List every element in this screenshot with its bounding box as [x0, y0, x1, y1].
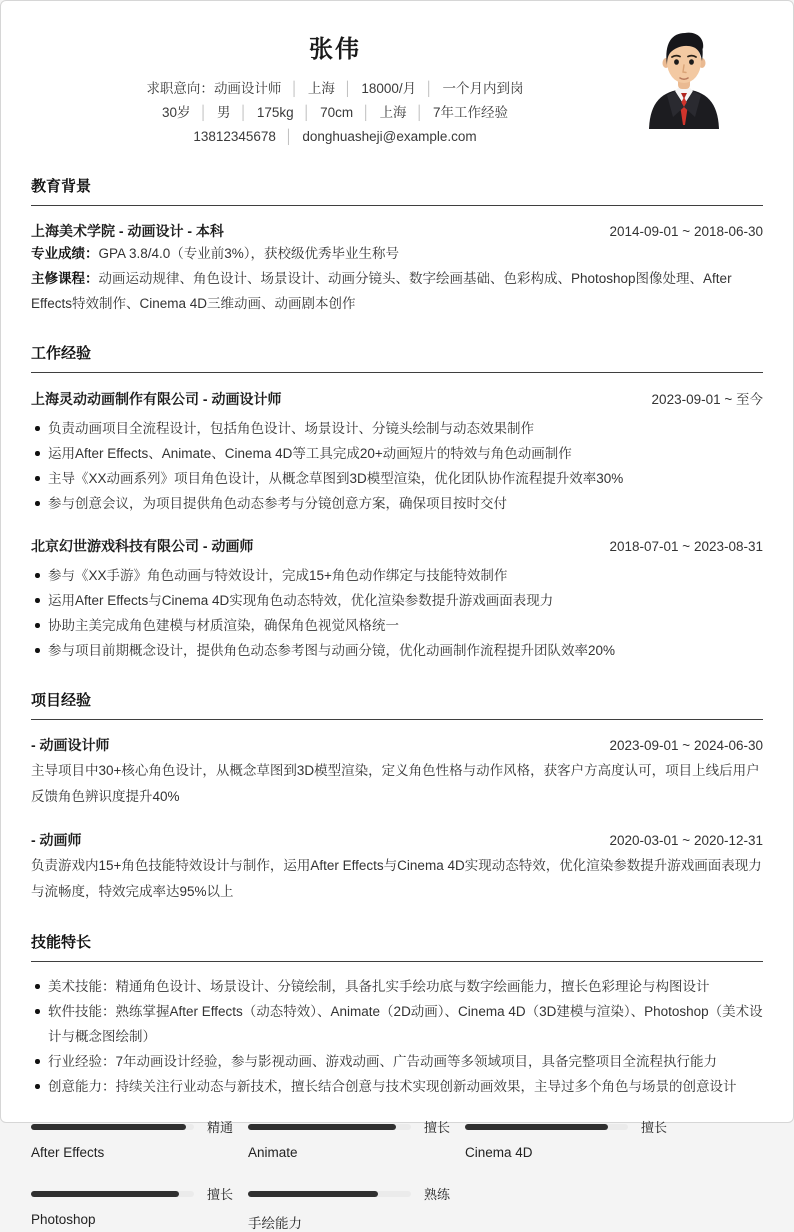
age: 30岁: [161, 105, 191, 120]
skill-bar-track: [465, 1124, 628, 1130]
education-date-range: 2014-09-01 ~ 2018-06-30: [609, 224, 763, 239]
skill-name: Cinema 4D: [465, 1145, 533, 1160]
objective-label: 求职意向：: [146, 81, 214, 96]
company-role: 北京幻世游戏科技有限公司 - 动画师: [31, 538, 254, 554]
divider: │: [302, 105, 312, 120]
bullet-item: 协助主美完成角色建模与材质渲染，确保角色视觉风格统一: [31, 613, 763, 638]
skill-bar-fill: [31, 1191, 179, 1197]
project-date-range: 2023-09-01 ~ 2024-06-30: [609, 738, 763, 753]
gpa-text: GPA 3.8/4.0（专业前3%），获校级优秀毕业生称号: [98, 246, 400, 261]
skills-bullet-list: [31, 974, 763, 1099]
project-entry-1: [31, 735, 763, 810]
skill-bar-fill: [465, 1124, 608, 1130]
skill-bar-track: [31, 1191, 194, 1197]
skill-level-label: 擅长: [641, 1120, 668, 1135]
section-title-projects: 项目经验: [31, 689, 763, 720]
section-title-skills: 技能特长: [31, 931, 763, 962]
project-description: 主导项目中30+核心角色设计，从概念草图到3D模型渲染，定义角色性格与动作风格，获客户方高度认可，项目上线后用户反馈角色辨识度提升40%: [31, 763, 760, 804]
height: 70cm: [320, 105, 354, 120]
bullet-item: [31, 974, 763, 999]
work-entry-2: [31, 536, 763, 663]
divider: │: [199, 105, 208, 120]
skill-label: 创意能力：: [48, 1079, 116, 1094]
skill-bar-track: [248, 1191, 411, 1197]
project-role: - 动画师: [31, 832, 82, 848]
skill-level-label: 熟练: [424, 1187, 451, 1202]
contact-line-objective: [31, 77, 639, 101]
skill-label: 美术技能：: [48, 979, 116, 994]
contact-line-reach: [31, 125, 639, 149]
availability: 一个月内到岗: [442, 81, 524, 96]
project-description: 负责游戏内15+角色技能特效设计与制作，运用After Effects与Cinema 4D实现动态特效，优化渲染参数提升游戏画面表现力与流畅度，特效完成率达95%以上: [31, 858, 762, 899]
skill-text: 7年动画设计经验，参与影视动画、游戏动画、广告动画等多领域项目，具备完整项目全流程执行能力: [115, 1054, 718, 1069]
bullet-item: 运用After Effects与Cinema 4D实现角色动态特效，优化渲染参数提升游戏画面表现力: [31, 588, 763, 613]
bullet-item: 运用After Effects、Animate、Cinema 4D等工具完成20+动画短片的特效与角色动画制作: [31, 441, 763, 466]
company-role: 上海灵动动画制作有限公司 - 动画设计师: [31, 391, 282, 407]
section-education: [31, 175, 763, 316]
work-entry-1: [31, 388, 763, 516]
expected-salary: 18000/月: [361, 81, 417, 96]
skill-bar-hand-drawing: [248, 1184, 465, 1232]
skill-name: Photoshop: [31, 1212, 96, 1227]
project-entry-2: [31, 830, 763, 905]
skill-bars-grid: [31, 1117, 763, 1232]
location: 上海: [379, 105, 407, 120]
courses-text: 动画运动规律、角色设计、场景设计、动画分镜头、数字绘画基础、色彩构成、Photoshop图像处理、After Effects特效制作、Cinema 4D三维动画、动画剧本创作: [31, 271, 732, 311]
skill-name: Animate: [248, 1145, 298, 1160]
work-date-range: 2018-07-01 ~ 2023-08-31: [609, 539, 763, 554]
skill-label: 软件技能：: [48, 1004, 116, 1019]
objective-city: 上海: [307, 81, 335, 96]
resume-header: [31, 23, 763, 149]
divider: │: [343, 81, 353, 96]
bullet-item: 参与项目前期概念设计，提供角色动态参考图与动画分镜，优化动画制作流程提升团队效率20%: [31, 638, 763, 663]
work-bullet-list: [31, 416, 763, 516]
gpa-label: 专业成绩：: [31, 246, 99, 261]
divider: │: [290, 81, 299, 96]
skill-level-label: 擅长: [207, 1187, 234, 1202]
project-role: - 动画设计师: [31, 737, 110, 753]
skill-bar-track: [31, 1124, 194, 1130]
skill-bar-fill: [248, 1124, 396, 1130]
candidate-name: 张伟: [309, 36, 361, 63]
work-bullet-list: [31, 563, 763, 663]
skill-bar-photoshop: [31, 1184, 248, 1232]
divider: │: [415, 105, 424, 120]
skill-bar-cinema-4d: [465, 1117, 682, 1160]
divider: │: [425, 81, 434, 96]
skill-label: 行业经验：: [48, 1054, 116, 1069]
bullet-item: [31, 1049, 763, 1074]
section-title-education: 教育背景: [31, 175, 763, 206]
profile-photo: [639, 25, 729, 129]
skill-bar-fill: [31, 1124, 186, 1130]
bullet-item: 参与《XX手游》角色动画与特效设计，完成15+角色动作绑定与技能特效制作: [31, 563, 763, 588]
project-date-range: 2020-03-01 ~ 2020-12-31: [609, 833, 763, 848]
skill-bar-after-effects: [31, 1117, 248, 1160]
skill-bar-track: [248, 1124, 411, 1130]
skill-level-label: 精通: [207, 1120, 234, 1135]
section-skills: [31, 931, 763, 1232]
bullet-item: [31, 999, 763, 1049]
phone-number: 13812345678: [193, 129, 276, 144]
bullet-item: 参与创意会议，为项目提供角色动态参考与分镜创意方案，确保项目按时交付: [31, 491, 763, 516]
objective-position: 动画设计师: [213, 81, 282, 96]
experience-years: 7年工作经验: [433, 105, 509, 120]
bullet-item: 负责动画项目全流程设计，包括角色设计、场景设计、分镜头绘制与动态效果制作: [31, 416, 763, 441]
courses-label: 主修课程：: [31, 271, 99, 286]
divider: │: [284, 129, 294, 144]
skill-name: 手绘能力: [248, 1216, 302, 1231]
bullet-item: 主导《XX动画系列》项目角色设计，从概念草图到3D模型渲染，优化团队协作流程提升效率30%: [31, 466, 763, 491]
skill-level-label: 擅长: [424, 1120, 451, 1135]
divider: │: [362, 105, 371, 120]
skill-bar-animate: [248, 1117, 465, 1160]
school-degree: 上海美术学院 - 动画设计 - 本科: [31, 223, 224, 239]
skill-bar-fill: [248, 1191, 378, 1197]
divider: │: [239, 105, 248, 120]
section-projects: [31, 689, 763, 905]
skill-name: After Effects: [31, 1145, 105, 1160]
bullet-item: [31, 1074, 763, 1099]
gender: 男: [216, 105, 231, 120]
male-portrait-avatar-icon: [639, 25, 729, 129]
skill-text: 持续关注行业动态与新技术，擅长结合创意与技术实现创新动画效果，主导过多个角色与场景的创意设计: [115, 1079, 737, 1094]
education-entry: [31, 221, 763, 316]
section-work: [31, 342, 763, 663]
skill-text: 精通角色设计、场景设计、分镜绘制，具备扎实手绘功底与数字绘画能力，擅长色彩理论与构图设计: [115, 979, 710, 994]
work-date-range: 2023-09-01 ~ 至今: [651, 392, 763, 407]
section-title-work: 工作经验: [31, 342, 763, 373]
skill-text: 熟练掌握After Effects（动态特效）、Animate（2D动画）、Cinema 4D（3D建模与渲染）、Photoshop（美术设计与概念图绘制）: [48, 1004, 763, 1044]
email-address: donghuasheji@example.com: [302, 129, 477, 144]
header-info: [31, 23, 639, 149]
weight: 175kg: [256, 105, 294, 120]
education-gpa-line: [31, 241, 763, 266]
contact-line-personal: [31, 101, 639, 125]
education-courses-line: [31, 266, 763, 316]
